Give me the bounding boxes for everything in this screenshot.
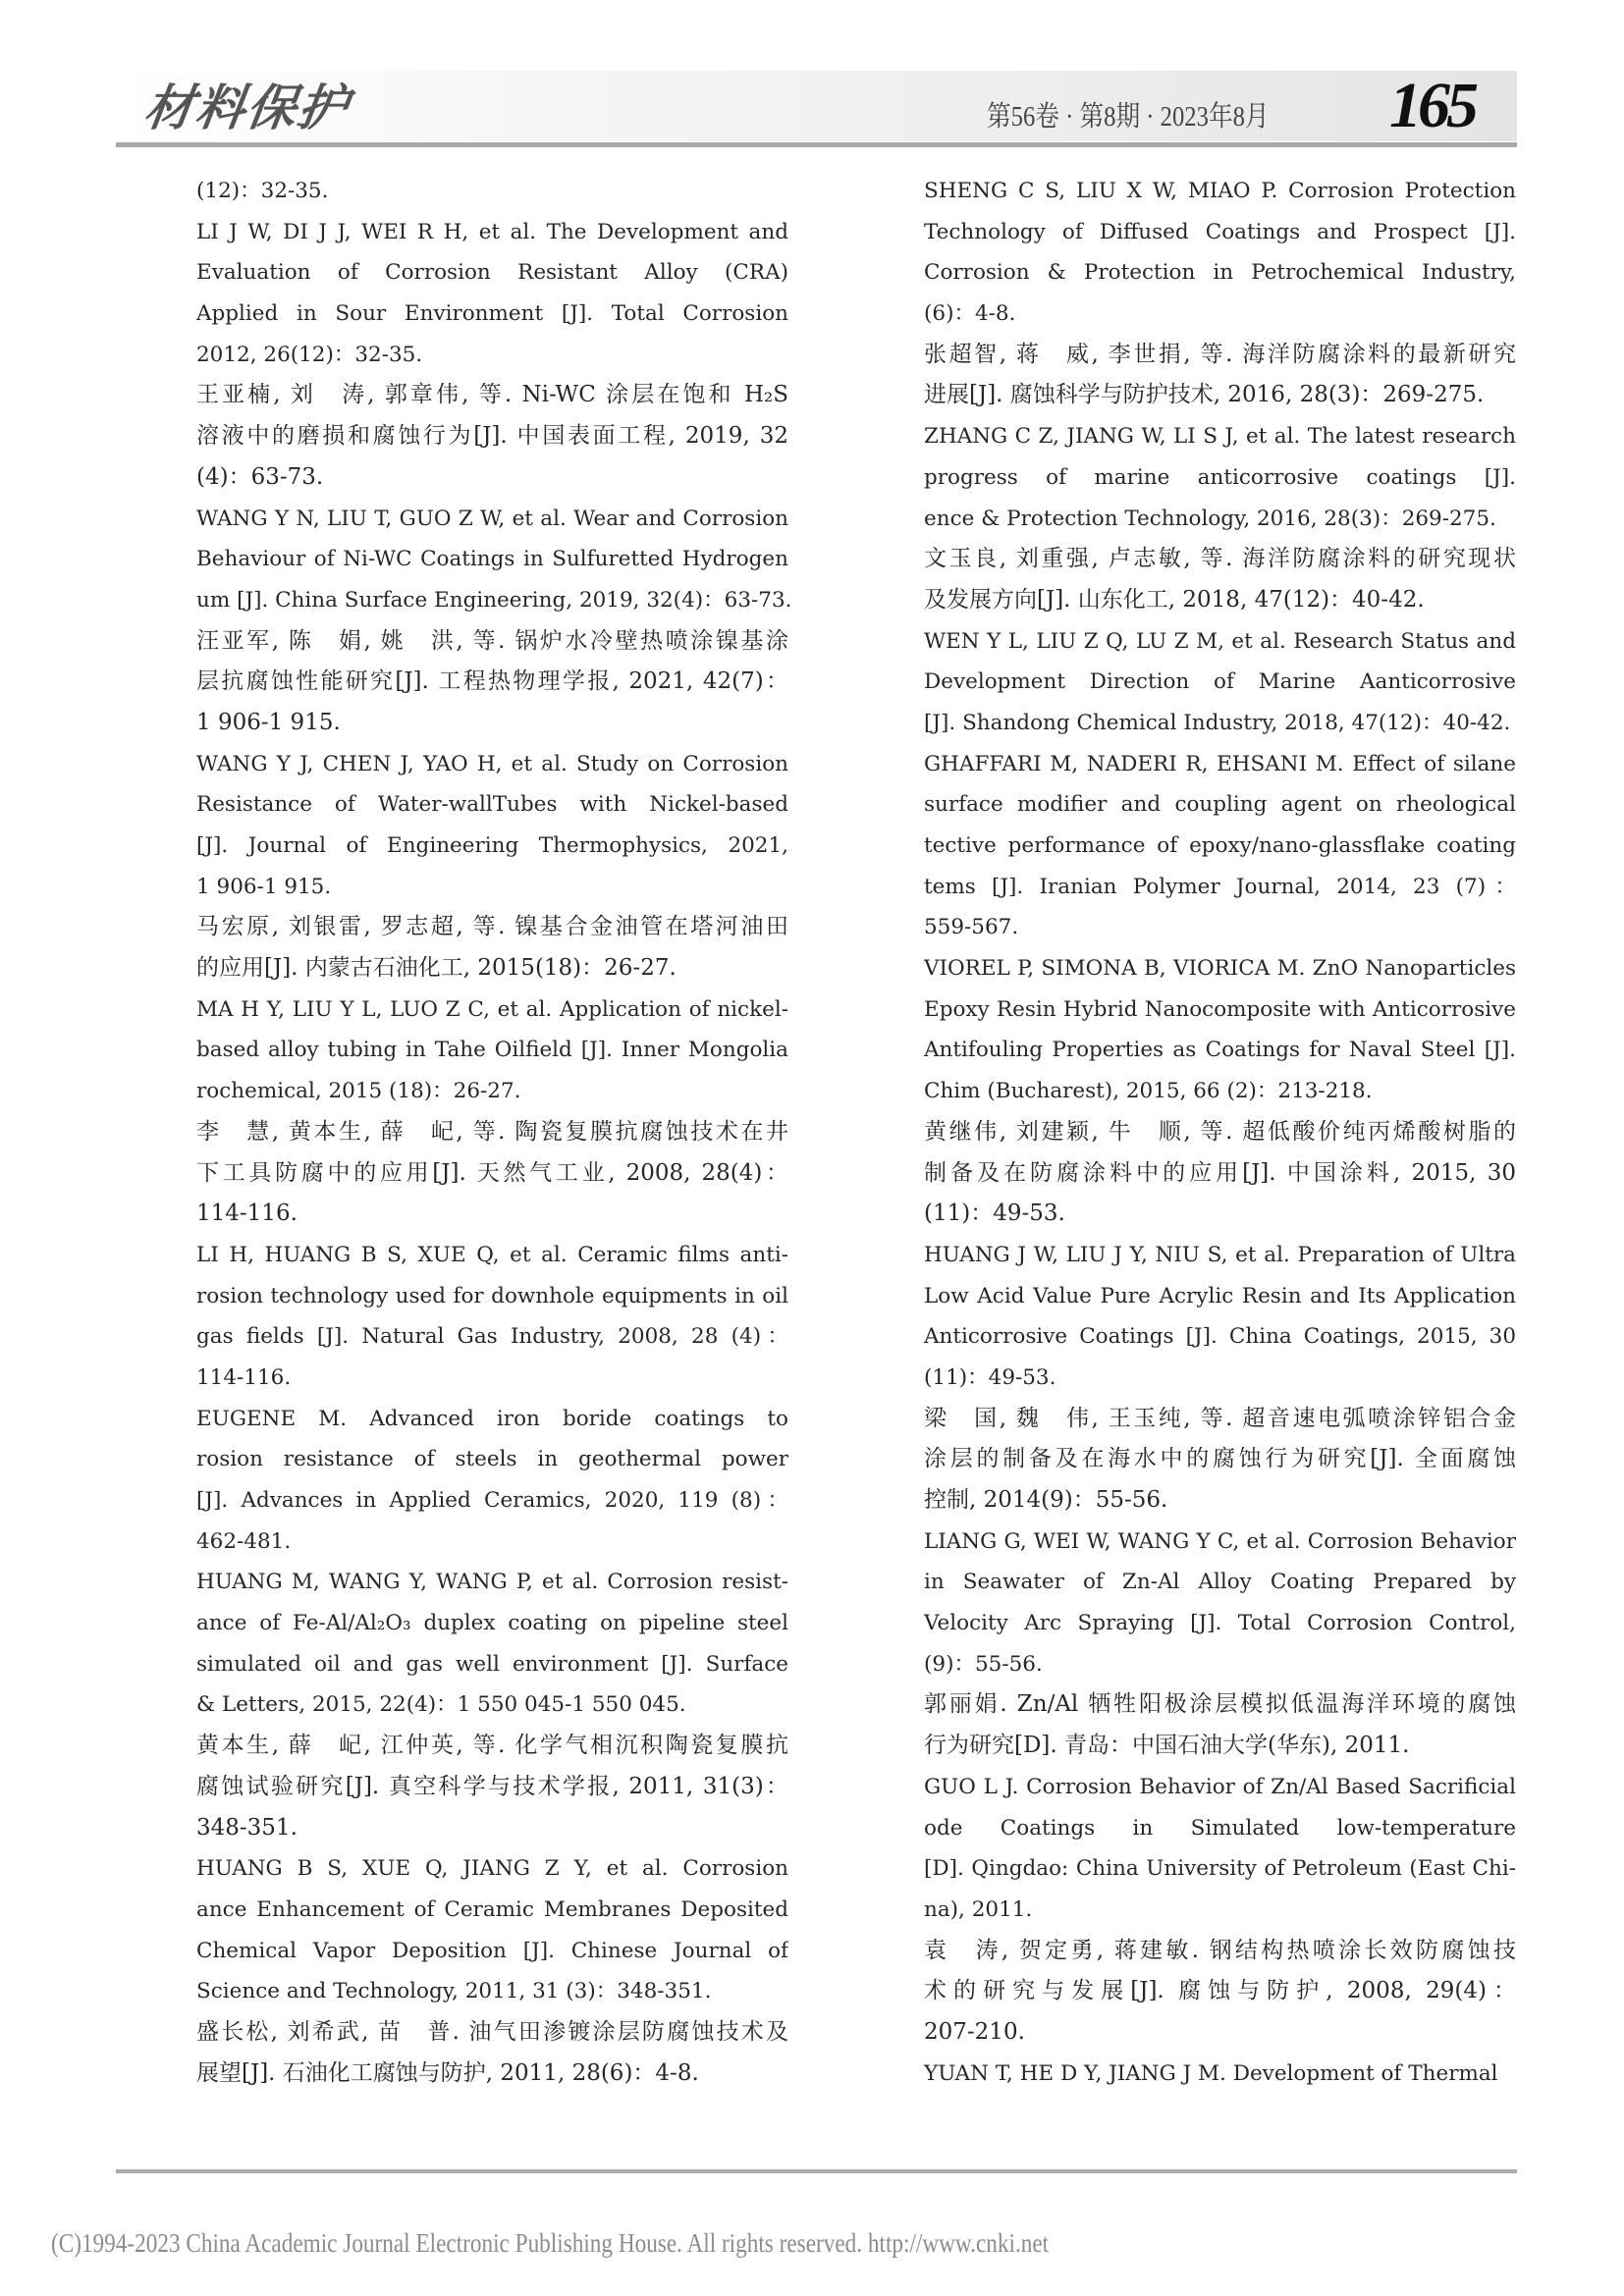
reference-line — [196, 1153, 788, 1195]
reference-line — [196, 1931, 788, 1972]
reference-text: (12)：32-35. — [196, 179, 329, 203]
reference-text: 术的研究与发展[J]. 腐蚀与防护, 2008, 29(4)： — [924, 1978, 1516, 2004]
reference-entry — [196, 1726, 788, 2012]
reference-line — [196, 621, 788, 663]
reference-text: 腐蚀试验研究[J]. 真空科学与技术学报, 2011, 31(3)： — [196, 1773, 788, 1799]
reference-text: 行为研究[D]. 青岛：中国石油大学(华东), 2011. — [924, 1733, 1410, 1759]
reference-line — [196, 1399, 788, 1440]
reference-line — [196, 2054, 788, 2095]
reference-text: Antifouling Properties as Coatings for Naval Steel [J]. — [924, 1038, 1516, 1063]
reference-line — [196, 539, 788, 580]
reference-line — [924, 826, 1516, 867]
reference-line — [924, 989, 1516, 1031]
reference-text: [J]. Advances in Applied Ceramics, 2020, 119 (8)： — [196, 1488, 788, 1513]
reference-entry — [196, 621, 788, 908]
reference-entry — [924, 1112, 1516, 1399]
reference-text: Chim (Bucharest), 2015, 66 (2)：213-218. — [924, 1079, 1373, 1104]
reference-line — [196, 212, 788, 253]
reference-line — [924, 662, 1516, 703]
reference-line — [196, 1439, 788, 1480]
reference-text: Chemical Vapor Deposition [J]. Chinese Journal of — [196, 1938, 788, 1963]
reference-text: ance Enhancement of Ceramic Membranes Deposited — [196, 1896, 788, 1922]
reference-line — [924, 1399, 1516, 1440]
reference-line — [196, 744, 788, 785]
reference-text: 马宏原, 刘银雷, 罗志超, 等. 镍基合金油管在塔河油田 — [196, 914, 788, 940]
header-rule — [116, 142, 1517, 147]
reference-entry — [196, 907, 788, 1111]
reference-text: (11)：49-53. — [924, 1364, 1056, 1390]
page-number: 165 — [1389, 70, 1475, 141]
reference-line — [196, 416, 788, 457]
reference-line — [924, 621, 1516, 663]
reference-text: rochemical, 2015 (18)：26-27. — [196, 1079, 521, 1104]
reference-line — [196, 867, 788, 908]
reference-line — [196, 1684, 788, 1726]
reference-text: Technology of Diffused Coatings and Prospect [J]. — [924, 219, 1516, 244]
reference-line — [196, 1030, 788, 1071]
reference-line — [924, 2012, 1516, 2054]
reference-text: VIOREL P, SIMONA B, VIORICA M. ZnO Nanoparticles — [924, 956, 1516, 982]
reference-text: Epoxy Resin Hybrid Nanocomposite with Anticorrosive — [924, 996, 1516, 1022]
reference-text: 制备及在防腐涂料中的应用[J]. 中国涂料, 2015, 30 — [924, 1159, 1516, 1186]
reference-line — [924, 1767, 1516, 1808]
reference-line — [924, 416, 1516, 457]
reference-text: GHAFFARI M, NADERI R, EHSANI M. Effect of silane — [924, 751, 1516, 776]
reference-text: [D]. Qingdao: China University of Petroleum (East Chi- — [924, 1856, 1516, 1882]
reference-line — [924, 1726, 1516, 1767]
reference-text: rosion technology used for downhole equipments in oil — [196, 1283, 788, 1308]
reference-text: 黄继伟, 刘建颖, 牛 顺, 等. 超低酸价纯丙烯酸树脂的 — [924, 1118, 1516, 1145]
reference-text: 王亚楠, 刘 涛, 郭章伟, 等. Ni-WC 涂层在饱和 H₂S — [196, 382, 788, 408]
reference-text: Velocity Arc Spraying [J]. Total Corrosion Control, — [924, 1611, 1516, 1636]
reference-text: 郭丽娟. Zn/Al 牺牲阳极涂层模拟低温海洋环境的腐蚀 — [924, 1691, 1516, 1718]
reference-text: 114-116. — [196, 1364, 292, 1390]
reference-text: 文玉良, 刘重强, 卢志敏, 等. 海洋防腐涂料的研究现状 — [924, 546, 1516, 572]
reference-line — [196, 1235, 788, 1276]
reference-line — [196, 1194, 788, 1235]
reference-line — [196, 294, 788, 335]
reference-line — [924, 1684, 1516, 1726]
reference-line — [924, 703, 1516, 744]
reference-line — [924, 784, 1516, 826]
reference-line — [924, 1848, 1516, 1890]
reference-line — [196, 1890, 788, 1931]
reference-line — [924, 1358, 1516, 1399]
reference-line — [924, 1480, 1516, 1522]
reference-line — [196, 1522, 788, 1563]
reference-text: LIANG G, WEI W, WANG Y C, et al. Corrosion Behavior — [924, 1528, 1516, 1554]
reference-line — [196, 1358, 788, 1399]
reference-entry — [924, 948, 1516, 1112]
reference-line — [924, 1644, 1516, 1685]
reference-line — [196, 1316, 788, 1358]
reference-line — [924, 1112, 1516, 1153]
reference-line — [196, 1071, 788, 1112]
reference-text: simulated oil and gas well environment [J]. Surface — [196, 1651, 788, 1677]
reference-text: ZHANG C Z, JIANG W, LI S J, et al. The latest research — [924, 424, 1516, 450]
reference-line — [196, 1726, 788, 1767]
reference-text: 张超智, 蒋 威, 李世捐, 等. 海洋防腐涂料的最新研究 — [924, 341, 1516, 367]
reference-line — [924, 580, 1516, 621]
reference-line — [196, 1480, 788, 1522]
reference-line — [924, 499, 1516, 540]
reference-line — [196, 580, 792, 621]
reference-line — [924, 1971, 1516, 2012]
reference-text: 348-351. — [196, 1814, 298, 1841]
reference-text: HUANG J W, LIU J Y, NIU S, et al. Preparation of Ultra — [924, 1242, 1516, 1267]
reference-line — [924, 1030, 1516, 1071]
reference-line — [924, 907, 1516, 948]
reference-line — [924, 1439, 1516, 1480]
reference-entry — [924, 335, 1516, 539]
reference-text: 李 慧, 黄本生, 薛 屺, 等. 陶瓷复膜抗腐蚀技术在井 — [196, 1118, 788, 1145]
reference-text: Corrosion & Protection in Petrochemical Industry, — [924, 260, 1516, 286]
reference-entry — [924, 744, 1516, 948]
reference-entry — [924, 1931, 1516, 2095]
reference-text: 下工具防腐中的应用[J]. 天然气工业, 2008, 28(4)： — [196, 1159, 788, 1186]
reference-text: 控制, 2014(9)：55-56. — [924, 1487, 1168, 1513]
reference-text: (9)：55-56. — [924, 1651, 1043, 1677]
reference-line — [196, 457, 788, 499]
reference-text: 袁 涛, 贺定勇, 蒋建敏. 钢结构热喷涂长效防腐蚀技 — [924, 1937, 1516, 1963]
reference-line — [924, 1194, 1516, 1235]
reference-text: LI H, HUANG B S, XUE Q, et al. Ceramic films anti- — [196, 1242, 788, 1267]
reference-text: Resistance of Water-wallTubes with Nickel-based — [196, 792, 788, 818]
reference-text: surface modifier and coupling agent on rheological — [924, 792, 1516, 818]
reference-text: 黄本生, 薛 屺, 江仲英, 等. 化学气相沉积陶瓷复膜抗 — [196, 1733, 788, 1759]
reference-line — [196, 703, 788, 744]
reference-text: (4)：63-73. — [196, 463, 324, 490]
reference-line — [196, 907, 788, 948]
reference-text: 汪亚军, 陈 娟, 姚 洪, 等. 锅炉水冷壁热喷涂镍基涂 — [196, 627, 788, 654]
reference-text: 展望[J]. 石油化工腐蚀与防护, 2011, 28(6)：4-8. — [196, 2059, 699, 2086]
reference-line — [196, 662, 788, 703]
reference-line — [196, 1767, 788, 1808]
reference-text: ence & Protection Technology, 2016, 28(3)：269-275. — [924, 506, 1496, 531]
reference-text: Behaviour of Ni-WC Coatings in Sulfuretted Hydrogen — [196, 547, 788, 572]
reference-line — [196, 1848, 788, 1890]
reference-entry — [196, 1562, 788, 1726]
reference-text: 559-567. — [924, 915, 1019, 940]
reference-entry — [924, 1399, 1516, 1685]
reference-line — [196, 252, 788, 294]
reference-line — [924, 1603, 1516, 1644]
issue-info: 第56卷 · 第8期 · 2023年8月 — [987, 101, 1270, 133]
journal-logo: 材料保护 — [140, 79, 353, 136]
reference-text: um [J]. China Surface Engineering, 2019, 32(4)：63-73. — [196, 587, 792, 613]
reference-text: 及发展方向[J]. 山东化工, 2018, 47(12)：40-42. — [924, 586, 1425, 613]
reference-text: 2012, 26(12)：32-35. — [196, 342, 423, 367]
reference-entry — [924, 539, 1516, 743]
reference-line — [924, 867, 1516, 908]
reference-text: na), 2011. — [924, 1896, 1033, 1922]
reference-entry — [196, 1399, 788, 1563]
reference-text: Low Acid Value Pure Acrylic Resin and Its Application — [924, 1283, 1516, 1308]
reference-line — [196, 171, 788, 212]
reference-line — [924, 252, 1516, 294]
reference-text: in Seawater of Zn-Al Alloy Coating Prepared by — [924, 1570, 1516, 1595]
reference-text: gas fields [J]. Natural Gas Industry, 2008, 28 (4)： — [196, 1324, 788, 1350]
reference-text: (11)：49-53. — [924, 1201, 1065, 1227]
reference-entry — [924, 171, 1516, 335]
reference-line — [924, 948, 1516, 989]
reference-line — [924, 744, 1516, 785]
reference-text: 溶液中的磨损和腐蚀行为[J]. 中国表面工程, 2019, 32 — [196, 423, 788, 450]
copyright-footer: (C)1994-2023 China Academic Journal Electronic Publishing House. All rights reserved. http://www.cnki.net — [51, 2228, 1050, 2258]
reference-line — [196, 1562, 788, 1603]
reference-text: 462-481. — [196, 1528, 292, 1554]
reference-line — [196, 335, 788, 376]
reference-entry — [196, 375, 792, 620]
reference-text: LI J W, DI J J, WEI R H, et al. The Development and — [196, 219, 788, 244]
reference-line — [924, 294, 1516, 335]
reference-text: based alloy tubing in Tahe Oilfield [J]. Inner Mongolia — [196, 1038, 788, 1063]
right-column — [924, 171, 1516, 2094]
reference-line — [924, 1562, 1516, 1603]
reference-text: 涂层的制备及在海水中的腐蚀行为研究[J]. 全面腐蚀 — [924, 1446, 1516, 1472]
reference-text: Evaluation of Corrosion Resistant Alloy (CRA) — [196, 260, 788, 286]
reference-text: 1 906-1 915. — [196, 874, 332, 899]
reference-text: tective performance of epoxy/nano-glassflake coating — [924, 833, 1516, 858]
reference-text: [J]. Journal of Engineering Thermophysics, 2021, — [196, 833, 788, 858]
reference-text: Applied in Sour Environment [J]. Total Corrosion — [196, 301, 788, 327]
reference-line — [924, 2054, 1516, 2095]
reference-text: 进展[J]. 腐蚀科学与防护技术, 2016, 28(3)：269-275. — [924, 382, 1485, 408]
reference-text: ance of Fe-Al/Al₂O₃ duplex coating on pipeline steel — [196, 1611, 788, 1636]
reference-text: [J]. Shandong Chemical Industry, 2018, 47(12)：40-42. — [924, 710, 1511, 735]
reference-line — [924, 539, 1516, 580]
reference-text: tems [J]. Iranian Polymer Journal, 2014, 23 (7)： — [924, 874, 1516, 899]
reference-line — [196, 375, 788, 416]
reference-text: rosion resistance of steels in geothermal power — [196, 1447, 788, 1472]
reference-line — [924, 1316, 1516, 1358]
reference-line — [924, 457, 1516, 499]
footer-rule — [116, 2169, 1517, 2173]
reference-line — [196, 989, 788, 1031]
reference-line — [924, 171, 1516, 212]
reference-line — [924, 1235, 1516, 1276]
reference-text: ode Coatings in Simulated low-temperature — [924, 1815, 1516, 1841]
reference-line — [196, 1644, 788, 1685]
left-column — [196, 171, 792, 2094]
reference-text: 盛长松, 刘希武, 苗 普. 油气田渗镀涂层防腐蚀技术及 — [196, 2018, 788, 2045]
reference-text: 层抗腐蚀性能研究[J]. 工程热物理学报, 2021, 42(7)： — [196, 668, 788, 695]
reference-text: MA H Y, LIU Y L, LUO Z C, et al. Application of nickel- — [196, 996, 788, 1022]
reference-text: 的应用[J]. 内蒙古石油化工, 2015(18)：26-27. — [196, 955, 677, 982]
reference-text: 梁 国, 魏 伟, 王玉纯, 等. 超音速电弧喷涂锌铝合金 — [924, 1405, 1516, 1431]
reference-text: 114-116. — [196, 1201, 298, 1227]
reference-line — [196, 499, 788, 540]
reference-line — [196, 1276, 788, 1317]
reference-line — [196, 2012, 788, 2054]
reference-line — [924, 1808, 1516, 1849]
reference-text: Development Direction of Marine Aanticorrosive — [924, 669, 1516, 695]
reference-text: progress of marine anticorrosive coatings [J]. — [924, 464, 1516, 490]
reference-text: YUAN T, HE D Y, JIANG J M. Development of Thermal — [924, 2060, 1498, 2086]
reference-line — [196, 826, 788, 867]
reference-line — [196, 784, 788, 826]
reference-line — [924, 335, 1516, 376]
reference-text: Anticorrosive Coatings [J]. China Coatings, 2015, 30 — [924, 1324, 1516, 1350]
reference-text: (6)：4-8. — [924, 301, 1016, 327]
reference-line — [924, 375, 1516, 416]
reference-entry — [924, 1684, 1516, 1930]
reference-line — [924, 1071, 1516, 1112]
reference-text: WEN Y L, LIU Z Q, LU Z M, et al. Research Status and — [924, 628, 1516, 654]
reference-line — [196, 1971, 788, 2012]
reference-text: 207-210. — [924, 2018, 1025, 2045]
reference-text: 1 906-1 915. — [196, 709, 341, 735]
reference-line — [924, 1153, 1516, 1195]
reference-text: WANG Y N, LIU T, GUO Z W, et al. Wear and Corrosion — [196, 506, 788, 531]
reference-line — [924, 1522, 1516, 1563]
reference-text: Science and Technology, 2011, 31 (3)：348-351. — [196, 1979, 712, 2004]
reference-text: HUANG M, WANG Y, WANG P, et al. Corrosion resist- — [196, 1570, 788, 1595]
reference-line — [196, 1603, 788, 1644]
reference-text: GUO L J. Corrosion Behavior of Zn/Al Based Sacrificial — [924, 1774, 1516, 1799]
reference-line — [196, 1808, 788, 1849]
reference-line — [196, 948, 788, 989]
reference-entry — [196, 1112, 788, 1399]
reference-line — [924, 212, 1516, 253]
reference-text: & Letters, 2015, 22(4)：1 550 045-1 550 045. — [196, 1692, 686, 1718]
reference-line — [924, 1276, 1516, 1317]
reference-entry — [196, 171, 788, 375]
reference-text: SHENG C S, LIU X W, MIAO P. Corrosion Protection — [924, 179, 1516, 203]
reference-line — [924, 1931, 1516, 1972]
reference-text: HUANG B S, XUE Q, JIANG Z Y, et al. Corrosion — [196, 1856, 788, 1882]
reference-text: WANG Y J, CHEN J, YAO H, et al. Study on Corrosion — [196, 751, 788, 776]
reference-text: EUGENE M. Advanced iron boride coatings to — [196, 1406, 788, 1431]
reference-line — [924, 1890, 1516, 1931]
reference-entry — [196, 2012, 788, 2094]
reference-line — [196, 1112, 788, 1153]
